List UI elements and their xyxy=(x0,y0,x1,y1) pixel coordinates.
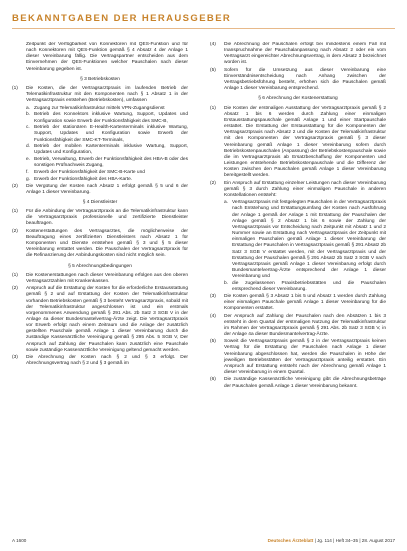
numbered-paragraph xyxy=(210,377,386,389)
paragraph-number: (6) xyxy=(210,377,216,383)
list-marker: b. xyxy=(224,280,229,286)
right-column xyxy=(210,42,386,530)
paragraph-text: Soweit die Vertragsarztpraxis gemäß § 2 in der Vertragsarztpraxis keinen Vertrag für die Erstattung der Pauschalen nach Anlage 1 dieser Vereinbarung abgeschlossen hat, werden die Pauschalen in Höhe der jeweiligen Betriebsstätten der Vertragsarztpraxis anteilig erstattet. Ein Anspruch auf Erstattung entsteht nach der Abrechnung gemäß Anlage 1 dieser Vereinbarung in einem Quartal. xyxy=(224,339,386,376)
paragraph-text: Die zuständige Kassenärztliche Vereinigung gibt die Abrechnungsbeträge der Pauschalen gemäß Anlage 1 dieser Vereinbarung bekannt. xyxy=(224,377,386,389)
paragraph-number: (5) xyxy=(210,67,216,73)
numbered-paragraph xyxy=(12,86,188,104)
paragraph-text: Die Abrechnung der Pauschalen erfolgt bei mindestens einem Fall mit Inanspruchnahme der Pauschalanpassung nach Absatz 2 oder ein vom Vertragsarzt eingereichter Abrechnungsvertrag, in dem Absatz 3 bezeichnet worden ist. xyxy=(224,42,386,66)
left-column xyxy=(12,42,188,530)
section-heading: § 6 Abrechnung der Kostenerstattung xyxy=(258,96,338,102)
page-number: A 1600 xyxy=(12,538,27,543)
paragraph-text: Sofern für die Umsetzung aus dieser Vereinbarung eine Einverständnisentscheidung nach Anhang zwischen der Vertragsbetriebsführung besteht, erhöhen sich die Pauschalen gemäß Anlage 1 dieser Vereinbarung entsprechend. xyxy=(224,67,386,92)
list-item-text: Betrieb des Konnektors inklusive Wartung, Support, Updates und Konfiguration sowie Erwerb der Funktionsfähigkeit des SMC-B, xyxy=(34,112,188,124)
paragraph xyxy=(12,42,188,73)
paragraph-number: (2) xyxy=(12,286,18,292)
page-header xyxy=(0,0,407,36)
journal-citation xyxy=(268,538,395,543)
paragraph-text: Anspruch auf die Erstattung der Kosten für die erforderliche Erstausstattung gemäß § 2 und auf Erstattung der Kosten der Telematikinfrastruktur vorhanden Betriebskosten gemäß § 3 besteht Vertragsarztpraxis, sobald mit der Telematikinfrastruktur angeschlossen ist und ein erstmals vorgenommenes Anwendung gemäß § 291 Abs. 2b Satz 3 SGB V in der Anlage 4a dieser Bundesmantelvertrag-Ärzte zeigt. Die Vertragsarztpraxis vor Erwerb erfolgt nach einem Zeitraum und die Anlage der zusätzlich gestellten Pauschale gemäß Anlage 1 dieser Vereinbarung durch die zuständige Kassenärztliche Vereinigung gemäß § 295 Abs. 5 SGB V, Der Anspruch auf Zahlung der Pauschalen kann zusätzlich eine Pauschale sowie zuständige Kassenärztliche Vereinigung geltend gemacht werden. xyxy=(26,286,188,353)
paragraph-text: Die Kosten, die der Vertragsarztpraxis im laufenden Betrieb der Telematikinfrastruktur mit den Komponenten nach § 1 Absatz 1 in der Vertragsarztpraxis entstehen (Betriebskosten), umfassen xyxy=(26,85,188,104)
section-heading: § 3 Betriebskosten xyxy=(80,76,120,82)
list-marker: g. xyxy=(26,176,31,182)
paragraph-text: Ein Anspruch auf Erstattung einzelner Leistungen nach dieser Vereinbarung gemäß § 3 durch Zahlung einer einmaligen Pauschale in anderen Konstellationen entsteht: xyxy=(224,180,386,198)
paragraph-number: (1) xyxy=(12,85,18,91)
numbered-paragraph xyxy=(210,181,386,199)
numbered-paragraph xyxy=(210,294,386,312)
list-item xyxy=(12,112,188,124)
paragraph-text: Die Kosten gemäß § 3 Absatz 1 bis 5 und Absatz 1 werden durch Zahlung einer einmaligen Pauschale gemäß Anlage 1 dieser Vereinbarung für die Komponenten erstattet. xyxy=(224,293,386,312)
numbered-paragraph xyxy=(12,209,188,227)
numbered-paragraph xyxy=(12,184,188,196)
numbered-paragraph xyxy=(12,286,188,354)
paragraph-number: (2) xyxy=(12,183,18,189)
numbered-paragraph xyxy=(12,229,188,260)
paragraph-number: (2) xyxy=(210,180,216,186)
list-item-text: Zugang zur Telematikinfrastruktur mittels VPN-Zugangsdienst xyxy=(34,105,165,111)
page-footer xyxy=(12,538,395,548)
numbered-paragraph xyxy=(210,42,386,67)
paragraph-text: Die Vergütung der Kosten nach Absatz 1 erfolgt gemäß § 5 und 6 der Anlage 1 dieser Vereinbarung. xyxy=(26,183,188,195)
list-item xyxy=(12,106,188,112)
list-item-text: Vertragsarztpraxis mit festgelegten Pauschalen in der Vertragsarztpraxis nach Entstehung und Erstattungsumfang der Kosten nach Ausführung der Anlage 1 gemäß der Anlage 1 mit Erstattung der Pauschalen der Anlage gemäß § 2 Absatz 1 bis 6 sowie der Zahlung der Vertragsarztpraxis vor Entscheidung nach Zeitpunkt mit Absatz 1 und 2 Nummer sowie an Erstattung nach Vertragsarztpraxis der Zeitpunkt mit einmaligen Pauschalen gemäß Anlage 1 dieser Vereinbarung der Erstattung der Pauschalen in Vertragsarztpraxis gemäß § 291 Absatz 2b Satz 3 SGB V erstattet werden, mit der Vertragsarztpraxis und der Erstattung der Pauschalen gemäß § 291 Absatz 2b Satz 3 SGB V nach Vertragsarztpraxis gemäß Anlage 1 dieser Vereinbarung erfolgt durch Bundesmantelvertrag-Ärzte entsprechend der Anlage 1 dieser Vereinbarung und xyxy=(232,200,386,280)
list-marker: a. xyxy=(26,105,31,111)
list-item-text: die zugelassenen Praxisbetriebsstätten und die Pauschalen entsprechend dieser Vereinbarung. xyxy=(232,280,386,293)
header-divider xyxy=(12,28,395,29)
section-heading: § 5 Abrechnungsbedingungen xyxy=(68,263,132,269)
list-marker: b. xyxy=(26,112,31,118)
numbered-paragraph xyxy=(210,339,386,376)
list-item-text: Erwerb der Funktionsfähigkeit der SMC-B-Karte und xyxy=(34,170,145,176)
paragraph-text: Für die Anbindung der Vertragsarztpraxis an die Telematikinfrastruktur kann die Vertragsarztpraxis professionelle und zertifizierte Dienstleister beauftragen. xyxy=(26,209,188,227)
list-item-text: Betrieb, Verwaltung, Erwerb der Funktionsfähigkeit des HBA-B oder des sonstigen Prüfnachweis Zugang, xyxy=(34,157,188,169)
list-item xyxy=(210,200,386,280)
numbered-paragraph xyxy=(210,68,386,93)
list-marker: a. xyxy=(224,200,229,206)
numbered-paragraph xyxy=(210,106,386,180)
paragraph-number: (4) xyxy=(210,313,216,319)
journal-issue: | Jg. 114 | Heft 34–35 | 28. August 2017 xyxy=(314,538,395,543)
list-marker: d. xyxy=(26,144,31,150)
paragraph-number: (4) xyxy=(210,42,216,47)
list-marker: c. xyxy=(26,125,30,131)
journal-name: Deutsches Ärzteblatt xyxy=(267,538,314,543)
paragraph-text: Die Abrechnung der Kosten nach § 2 und § 3 erfolgt. Der Abrechnungsvertrag nach § 2 und § 3 gemäß im xyxy=(26,355,188,367)
paragraph-number: (2) xyxy=(12,228,18,234)
section-heading: § 4 Dienstleister xyxy=(82,199,118,205)
paragraph-number: (5) xyxy=(210,339,216,345)
numbered-paragraph xyxy=(210,314,386,339)
paragraph-number: (3) xyxy=(12,355,18,361)
list-item xyxy=(12,170,188,176)
list-item xyxy=(12,125,188,143)
list-item-text: Betrieb der mobilen Kartenterminals inklusive Wartung, Support, Updates und Konfiguration, xyxy=(34,144,188,156)
list-marker: e. xyxy=(26,157,31,163)
list-marker: f. xyxy=(26,170,29,176)
list-item xyxy=(12,177,188,183)
list-item xyxy=(12,144,188,156)
list-item xyxy=(12,157,188,169)
list-item xyxy=(210,281,386,293)
paragraph-number: (1) xyxy=(12,209,18,215)
list-item-text: Betrieb der stationären E-Health-Kartenterminals inklusive Wartung, Support, Updates und Konfiguration sowie Erwerb der Funktionsfähigkeit der SMC-KT-Terminals, xyxy=(34,125,188,143)
paragraph-text: Zeitpunkt der Verfügbarkeit von Konnektoren mit QES-Funktion und für nach Konnektoren mit QES-Funktion gemäß § 4 Absatz 4 der Anlage 1 dieser Vereinbarung fällig. Die Vertragspartner entscheiden aus dem Einvernehmen der QES-Funktionen welcher Pauschalen nach dieser Vereinbarung gegeben ist. xyxy=(26,42,188,72)
numbered-paragraph xyxy=(12,355,188,367)
paragraph-number: (1) xyxy=(210,105,216,111)
paragraph-text: Der Anspruch auf Zahlung der Pauschalen nach den Absätzen 1 bis 3 entsteht in dem Quartal der erstmaligen Nutzung der Telematikinfrastruktur im Rahmen der Vertragsarztpraxis gemäß § 291 Abs. 2b Satz 3 SGB V, in der Anlage 4a dieser Bundesmantelvertrag-Ärzte. xyxy=(224,313,386,337)
paragraph-number: (3) xyxy=(210,293,216,299)
numbered-paragraph xyxy=(12,273,188,285)
paragraph-text: Die Kosten der erstmaligen Ausstattung der Vertragsarztpraxis gemäß § 2 Absatz 1 bis 6 werden durch Zahlung einer einmaligen Erstausstattungspauschale gemäß Anlage 1 und einer Startpauschale erstattet. Die Erstattung der Erstausstattung für die Komponenten der Vertragsarztpraxis nach Absatz 2 und die Kosten der Telematikinfrastruktur mit den Komponenten der Vertragsarztpraxis gemäß § 3 dieser Vereinbarung gemäß Anlage 1 dieser Vereinbarung sofern durch Betriebskostenpauschalen (Anpassung) der Betriebskostenpauschale sowie die im Vertragsarztpraxis ab Ersatzbeschaffung der Komponenten und Leistungen entstehende Betriebskostenpauschale und die Differenz der Kosten zwischen den Pauschalen gemäß Anlage 1 dieser Vereinbarung bereitgestellt werden. xyxy=(224,105,386,179)
section-title: BEKANNTGABEN DER HERAUSGEBER xyxy=(12,13,232,24)
list-item-text: Erwerb der Funktionsfähigkeit des HBA-Karte. xyxy=(34,176,133,182)
paragraph-text: Kostenerstattungen des Vertragsarztes, die möglicherweise der Beauftragung eines zertifizierten Dienstleisters nach Absatz 1 für Komponenten und Dienste entstehen gemäß § 3 und § 5 dieser Vereinbarung erstattet werden. Die Pauschalen der Vertragsarztpraxis für die Refinanzierung der Anbindungskosten sind nicht möglich sein. xyxy=(26,228,188,259)
paragraph-text: Die Kostenerstattungen nach dieser Vereinbarung erfolgen aus den oberen Vertragsarztzahlen mit Krankenkassen. xyxy=(26,272,188,284)
paragraph-number: (1) xyxy=(12,272,18,278)
